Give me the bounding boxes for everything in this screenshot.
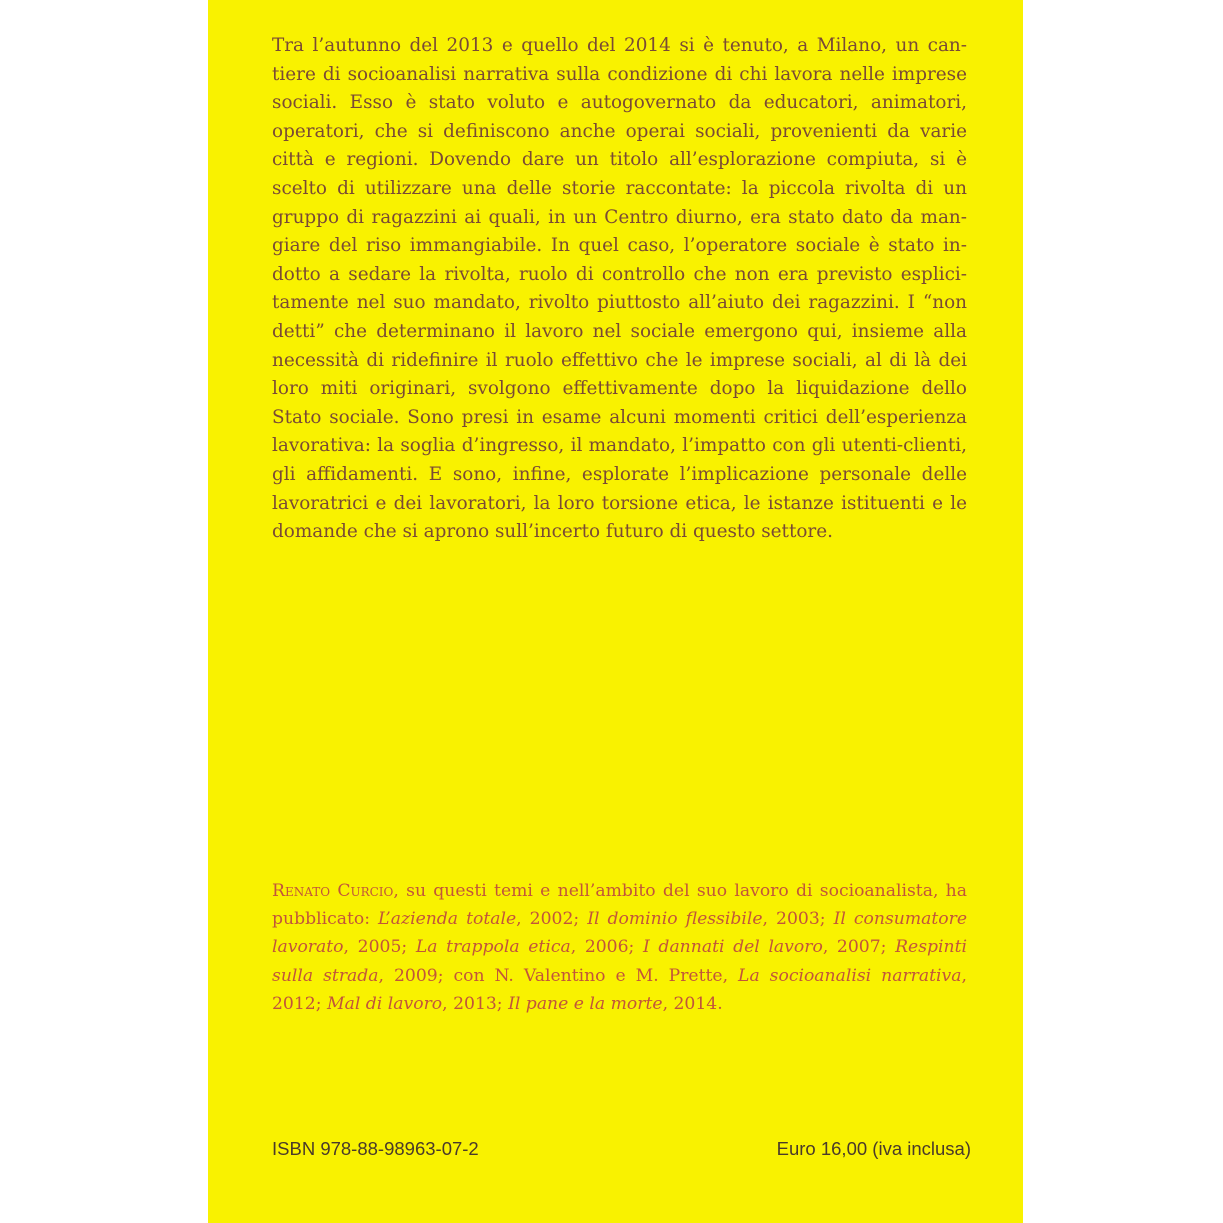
isbn-label: ISBN 978-88-98963-07-2 bbox=[272, 1138, 479, 1159]
author-intro: , su questi temi e nell’ambito del suo lavoro di socioanalista, ha pubblicato: bbox=[272, 881, 967, 930]
work-title: L’azienda totale bbox=[378, 909, 517, 930]
work-year: , 2012; bbox=[272, 965, 967, 1014]
price-label: Euro 16,00 (iva inclusa) bbox=[776, 1138, 971, 1159]
work-year: , 2005; bbox=[343, 937, 416, 958]
author-bio bbox=[272, 877, 967, 1018]
work-year: , 2007; bbox=[822, 937, 896, 958]
work-year: , 2009; bbox=[378, 965, 454, 986]
work-year: , 2014. bbox=[662, 993, 723, 1014]
work-year: , 2002; bbox=[516, 909, 588, 930]
work-title: Il dominio flessibile bbox=[587, 909, 763, 930]
work-year: , 2003; bbox=[762, 909, 834, 930]
work-year: , 2006; bbox=[570, 937, 643, 958]
work-title: Respinti sulla strada bbox=[272, 937, 968, 986]
coauthors: con N. Valentino e M. Prette, bbox=[453, 965, 739, 986]
author-name: Renato Curcio bbox=[272, 881, 394, 901]
work-title: Mal di lavoro bbox=[327, 993, 443, 1014]
work-title: Il pane e la morte bbox=[508, 993, 663, 1014]
work-title: Il consumatore lavorato bbox=[272, 909, 968, 958]
work-title: La trappola etica bbox=[415, 937, 571, 958]
blurb-text: Tra l’autunno del 2013 e quello del 2014 si è tenuto, a Milano, un cantiere di socioanalisi narrativa sulla condizione di chi lavora nelle imprese sociali. Esso è stato voluto e autogovernato da educatori, animatori, operatori, che si definiscono anche operai sociali, provenienti da varie città e regioni. Dovendo dare un titolo all’esplorazione compiuta, si è scelto di utilizzare una delle storie raccontate: la piccola rivolta di un gruppo di ragazzini ai quali, in un Centro diurno, era stato dato da mangiare del riso immangiabile. In quel caso, l’operatore sociale è stato indotto a sedare la rivolta, ruolo di controllo che non era previsto esplicitamente nel suo mandato, rivolto piuttosto all’aiuto dei ragazzini. I “non detti” che determinano il lavoro nel sociale emergono qui, insieme alla necessità di ridefinire il ruolo effettivo che le imprese sociali, al di là dei loro miti originari, svolgono effettivamente dopo la liquidazione dello Stato sociale. Sono presi in esame alcuni momenti critici dell’esperienza lavorativa: la soglia d’ingresso, il mandato, l’impatto con gli utenti-clienti, gli affidamenti. E sono, infine, esplorate l’implicazione personale delle lavoratrici e dei lavoratori, la loro torsione etica, le istanze istituenti e le domande che si aprono sull’incerto futuro di questo settore. bbox=[272, 35, 967, 543]
work-year: , 2013; bbox=[442, 993, 509, 1014]
work-title: I dannati del lavoro bbox=[643, 937, 823, 958]
work-title: La socioanalisi narrativa bbox=[738, 965, 962, 986]
book-back-cover bbox=[208, 0, 1023, 1223]
